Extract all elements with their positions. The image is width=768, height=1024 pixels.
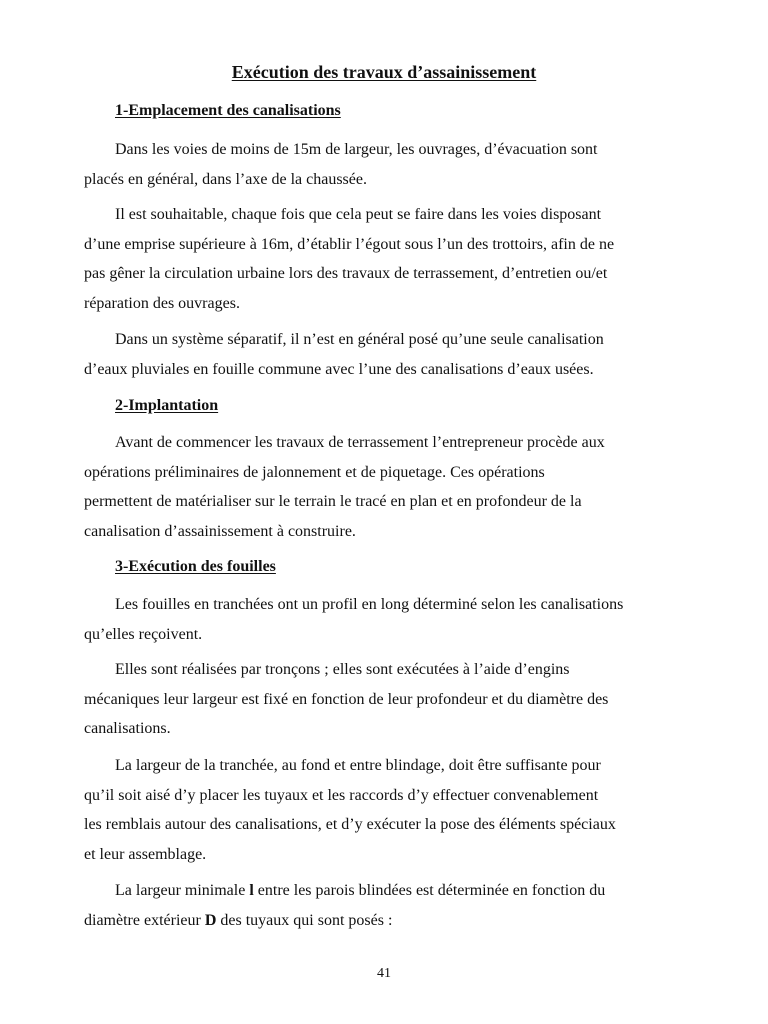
paragraph-line: canalisation d’assainissement à construire. (84, 523, 356, 541)
paragraph (84, 325, 704, 384)
paragraph-line: qu’elles reçoivent. (84, 625, 203, 643)
paragraph-line: Avant de commencer les travaux de terrassement l’entrepreneur procède aux (115, 434, 605, 451)
section-heading-implantation: 2-Implantation (115, 397, 219, 414)
paragraph (84, 655, 704, 744)
paragraph-line: placés en général, dans l’axe de la chaussée. (84, 170, 367, 188)
paragraph-line: Dans les voies de moins de 15m de largeur, les ouvrages, d’évacuation sont (115, 141, 598, 158)
paragraph (84, 876, 704, 935)
paragraph (84, 751, 704, 870)
paragraph-line: d’une emprise supérieure à 16m, d’établir l’égout sous l’un des trottoirs, afin de ne (84, 235, 615, 253)
paragraph-line: et leur assemblage. (84, 846, 207, 864)
paragraph-line: les remblais autour des canalisations, et d’y exécuter la pose des éléments spéciaux (84, 816, 616, 834)
paragraph-line (84, 906, 704, 936)
paragraph (84, 200, 704, 319)
paragraph-line: mécaniques leur largeur est fixé en fonction de leur profondeur et du diamètre des (84, 690, 609, 708)
paragraph-line: permettent de matérialiser sur le terrain le tracé en plan et en profondeur de la (84, 493, 582, 511)
text-run: des tuyaux qui sont posés : (216, 911, 393, 929)
paragraph-line (84, 876, 704, 906)
text-run: diamètre extérieur (84, 911, 205, 929)
variable-d: D (204, 911, 217, 929)
paragraph-line: Elles sont réalisées par tronçons ; elles sont exécutées à l’aide d’engins (115, 661, 570, 678)
text-run: La largeur minimale (115, 882, 250, 899)
paragraph-line: pas gêner la circulation urbaine lors des travaux de terrassement, d’entretien ou/et (84, 265, 608, 283)
page-number: 41 (377, 966, 391, 981)
page-title: Exécution des travaux d’assainissement (231, 62, 537, 82)
paragraph-line: La largeur de la tranchée, au fond et entre blindage, doit être suffisante pour (115, 757, 601, 774)
section-heading-fouilles: 3-Exécution des fouilles (115, 558, 276, 575)
section-heading-emplacement: 1-Emplacement des canalisations (115, 102, 341, 119)
paragraph-line: d’eaux pluviales en fouille commune avec l’une des canalisations d’eaux usées. (84, 360, 594, 378)
text-run: entre les parois blindées est déterminée en fonction du (253, 882, 606, 899)
paragraph (84, 428, 704, 547)
paragraph-line: opérations préliminaires de jalonnement et de piquetage. Ces opérations (84, 463, 545, 481)
paragraph-line: Il est souhaitable, chaque fois que cela peut se faire dans les voies disposant (115, 206, 602, 223)
paragraph (84, 135, 704, 194)
paragraph-line: qu’il soit aisé d’y placer les tuyaux et les raccords d’y effectuer convenablement (84, 786, 599, 804)
variable-l: l (249, 882, 254, 899)
paragraph-line: Dans un système séparatif, il n’est en général posé qu’une seule canalisation (115, 331, 604, 348)
paragraph-line: réparation des ouvrages. (84, 295, 240, 313)
paragraph (84, 590, 704, 649)
paragraph-line: canalisations. (84, 720, 171, 738)
paragraph-line: Les fouilles en tranchées ont un profil en long déterminé selon les canalisations (115, 596, 624, 613)
